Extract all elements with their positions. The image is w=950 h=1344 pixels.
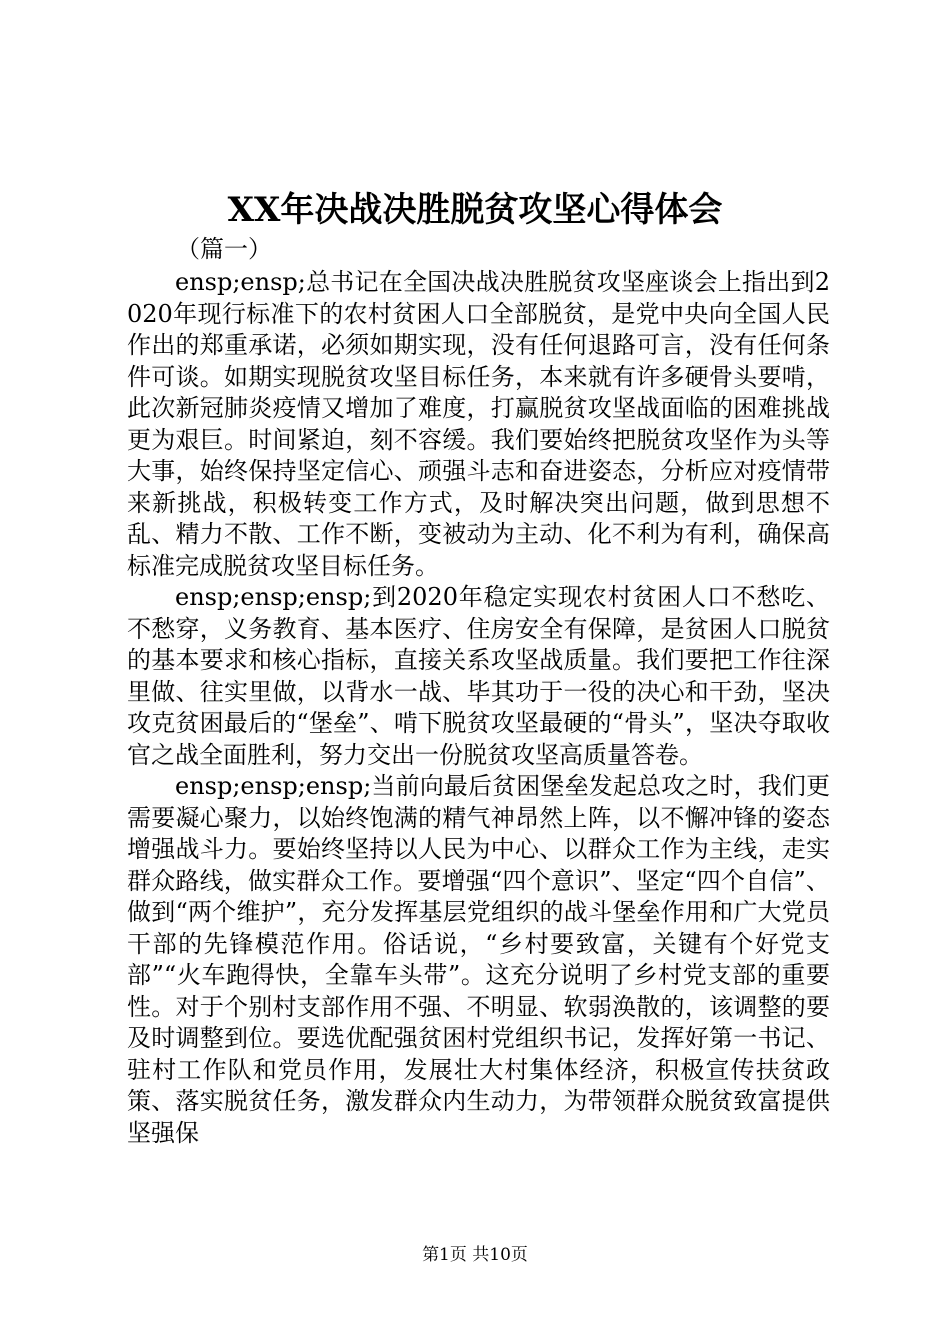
document-body bbox=[127, 267, 830, 1149]
paragraph-1: ensp;ensp;总书记在全国决战决胜脱贫攻坚座谈会上指出到2020年现行标准下的农村贫困人口全部脱贫，是党中央向全国人民作出的郑重承诺，必须如期实现，没有任何退路可言，没有任何条件可谈。如期实现脱贫攻坚目标任务，本来就有许多硬骨头要啃，此次新冠肺炎疫情又增加了难度，打赢脱贫攻坚战面临的困难挑战更为艰巨。时间紧迫，刻不容缓。我们要始终把脱贫攻坚作为头等大事，始终保持坚定信心、顽强斗志和奋进姿态，分析应对疫情带来新挑战，积极转变工作方式，及时解决突出问题，做到思想不乱、精力不散、工作不断，变被动为主动、化不利为有利，确保高标准完成脱贫攻坚目标任务。 bbox=[127, 268, 830, 580]
paragraph-3: ensp;ensp;ensp;当前向最后贫困堡垒发起总攻之时，我们更需要凝心聚力，以始终饱满的精气神昂然上阵，以不懈冲锋的姿态增强战斗力。要始终坚持以人民为中心、以群众工作为主线，走实群众路线，做实群众工作。要增强“四个意识”、坚定“四个自信”、做到“两个维护”，充分发挥基层党组织的战斗堡垒作用和广大党员干部的先锋模范作用。俗话说，“乡村要致富，关键有个好党支部”“火车跑得快，全靠车头带”。这充分说明了乡村党支部的重要性。对于个别村支部作用不强、不明显、软弱涣散的，该调整的要及时调整到位。要选优配强贫困村党组织书记，发挥好第一书记、驻村工作队和党员作用，发展壮大村集体经济，积极宣传扶贫政策、落实脱贫任务，激发群众内生动力，为带领群众脱贫致富提供坚强保 bbox=[127, 772, 830, 1147]
section-label: （篇一） bbox=[176, 235, 272, 263]
document-title: XX年决战决胜脱贫攻坚心得体会 bbox=[227, 190, 723, 230]
paragraph-2: ensp;ensp;ensp;到2020年稳定实现农村贫困人口不愁吃、不愁穿，义务教育、基本医疗、住房安全有保障，是贫困人口脱贫的基本要求和核心指标，直接关系攻坚战质量。我们要把工作往深里做、往实里做，以背水一战、毕其功于一役的决心和干劲，坚决攻克贫困最后的“堡垒”、啃下脱贫攻坚最硬的“骨头”，坚决夺取收官之战全面胜利，努力交出一份脱贫攻坚高质量答卷。 bbox=[127, 583, 830, 769]
page-footer: 第1页 共10页 bbox=[422, 1245, 528, 1265]
